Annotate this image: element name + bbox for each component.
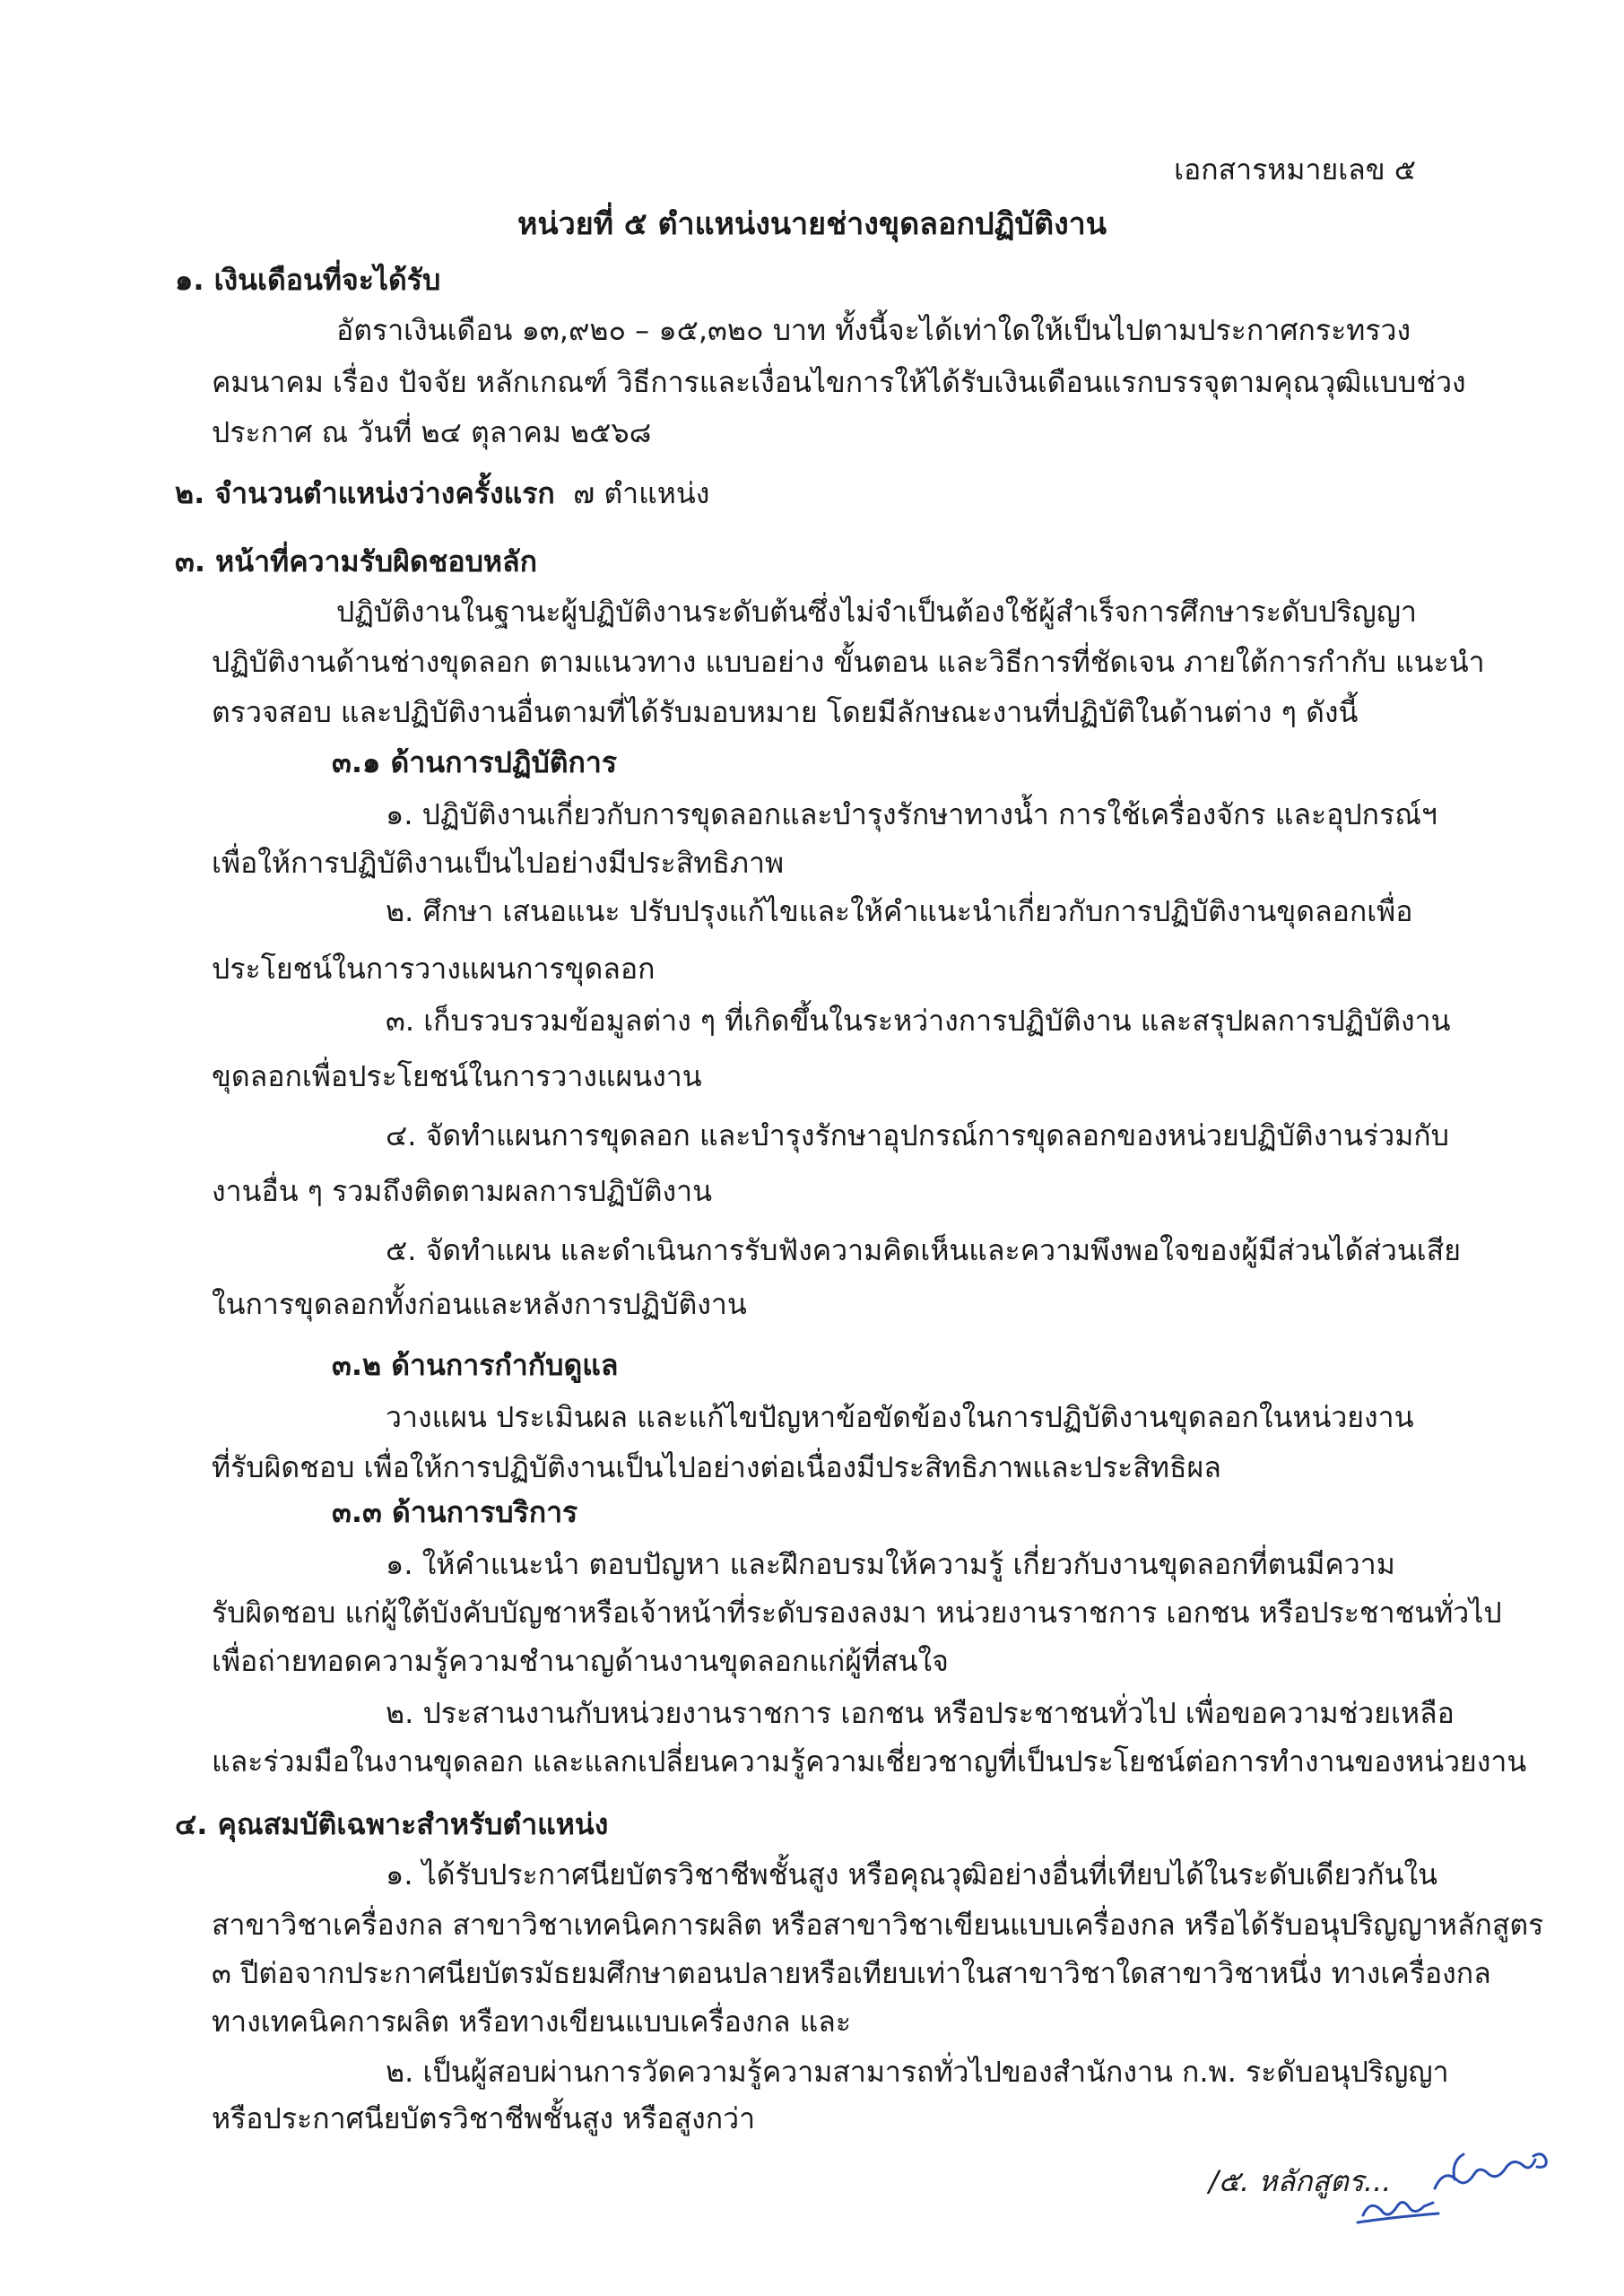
s1-line-2: คมนาคม เรื่อง ปัจจัย หลักเกณฑ์ วิธีการและเงื่อนไขการให้ได้รับเงินเดือนแรกบรรจุตามคุณวุฒิแบบช่วง: [212, 365, 1466, 399]
section-2: [175, 474, 709, 513]
s1-line-1: อัตราเงินเดือน ๑๓,๙๒๐ – ๑๕,๓๒๐ บาท ทั้งนี้จะได้เท่าใดให้เป็นไปตามประกาศกระทรวง: [336, 313, 1411, 347]
section-4-heading: ๔. คุณสมบัติเฉพาะสำหรับตำแหน่ง: [175, 1807, 609, 1841]
signature-stroke-2: [1358, 2213, 1438, 2222]
s3-3-line-3: เพื่อถ่ายทอดความรู้ความชำนาญด้านงานขุดลอกแก่ผู้ที่สนใจ: [212, 1644, 949, 1678]
s4-line-3: ๓ ปีต่อจากประกาศนียบัตรมัธยมศึกษาตอนปลายหรือเทียบเท่าในสาขาวิชาใดสาขาวิชาหนึ่ง ทางเครื่องกล: [212, 1956, 1491, 1990]
s3-1-line-5: ๓. เก็บรวบรวมข้อมูลต่าง ๆ ที่เกิดขึ้นในระหว่างการปฏิบัติงาน และสรุปผลการปฏิบัติงาน: [386, 1004, 1451, 1038]
s1-line-3: ประกาศ ณ วันที่ ๒๔ ตุลาคม ๒๕๖๘: [212, 415, 652, 449]
s4-line-2: สาขาวิชาเครื่องกล สาขาวิชาเทคนิคการผลิต หรือสาขาวิชาเขียนแบบเครื่องกล หรือได้รับอนุปริญญาหลักสูตร: [212, 1908, 1544, 1942]
s3-1-line-4: ประโยชน์ในการวางแผนการขุดลอก: [212, 952, 656, 986]
s3-intro-1: ปฏิบัติงานในฐานะผู้ปฏิบัติงานระดับต้นซึ่งไม่จำเป็นต้องใช้ผู้สำเร็จการศึกษาระดับปริญญา: [336, 595, 1417, 629]
document-number: เอกสารหมายเลข ๕: [1174, 152, 1416, 187]
page-title: หน่วยที่ ๕ ตำแหน่งนายช่างขุดลอกปฏิบัติงาน: [517, 206, 1107, 242]
signature-stroke-1: [1363, 2202, 1433, 2215]
s3-1-line-9: ๕. จัดทำแผน และดำเนินการรับฟังความคิดเห็นและความพึงพอใจของผู้มีส่วนได้ส่วนเสีย: [386, 1233, 1461, 1267]
s3-1-heading: ๓.๑ ด้านการปฏิบัติการ: [332, 745, 618, 779]
s3-2-line-2: ที่รับผิดชอบ เพื่อให้การปฏิบัติงานเป็นไปอย่างต่อเนื่องมีประสิทธิภาพและประสิทธิผล: [212, 1450, 1221, 1484]
section-1-heading: ๑. เงินเดือนที่จะได้รับ: [175, 263, 441, 297]
s3-3-line-4: ๒. ประสานงานกับหน่วยงานราชการ เอกชน หรือประชาชนทั่วไป เพื่อขอความช่วยเหลือ: [386, 1696, 1455, 1730]
s3-3-line-1: ๑. ให้คำแนะนำ ตอบปัญหา และฝึกอบรมให้ความรู้ เกี่ยวกับงานขุดลอกที่ตนมีความ: [386, 1547, 1395, 1581]
s3-1-line-3: ๒. ศึกษา เสนอแนะ ปรับปรุงแก้ไขและให้คำแนะนำเกี่ยวกับการปฏิบัติงานขุดลอกเพื่อ: [386, 894, 1413, 928]
s3-1-line-6: ขุดลอกเพื่อประโยชน์ในการวางแผนงาน: [212, 1059, 702, 1093]
section-2-value: ๗ ตำแหน่ง: [573, 476, 710, 510]
signature-stroke-4: [1454, 2154, 1463, 2179]
s4-line-4: ทางเทคนิคการผลิต หรือทางเขียนแบบเครื่องกล และ: [212, 2005, 852, 2039]
signature-stroke-3: [1435, 2160, 1535, 2188]
handwritten-signature: [1336, 2126, 1560, 2242]
s3-1-line-8: งานอื่น ๆ รวมถึงติดตามผลการปฏิบัติงาน: [212, 1174, 712, 1208]
s3-3-line-2: รับผิดชอบ แก่ผู้ใต้บังคับบัญชาหรือเจ้าหน้าที่ระดับรองลงมา หน่วยงานราชการ เอกชน หรือประชาชนทั่วไป: [212, 1596, 1502, 1630]
s3-1-line-7: ๔. จัดทำแผนการขุดลอก และบำรุงรักษาอุปกรณ์การขุดลอกของหน่วยปฏิบัติงานร่วมกับ: [386, 1118, 1449, 1152]
s4-line-6: หรือประกาศนียบัตรวิชาชีพชั้นสูง หรือสูงกว่า: [212, 2101, 756, 2135]
section-2-heading: ๒. จำนวนตำแหน่งว่างครั้งแรก: [175, 476, 555, 510]
s4-line-1: ๑. ได้รับประกาศนียบัตรวิชาชีพชั้นสูง หรือคุณวุฒิอย่างอื่นที่เทียบได้ในระดับเดียวกันใน: [386, 1857, 1438, 1892]
s3-2-heading: ๓.๒ ด้านการกำกับดูแล: [332, 1348, 619, 1382]
s3-intro-2: ปฏิบัติงานด้านช่างขุดลอก ตามแนวทาง แบบอย่าง ขั้นตอน และวิธีการที่ชัดเจน ภายใต้การกำกับ แนะนำ: [212, 645, 1485, 679]
s3-3-heading: ๓.๓ ด้านการบริการ: [332, 1495, 578, 1529]
continuation-note: /๕. หลักสูตร...: [1209, 2164, 1392, 2198]
s3-intro-3: ตรวจสอบ และปฏิบัติงานอื่นตามที่ได้รับมอบหมาย โดยมีลักษณะงานที่ปฏิบัติในด้านต่าง ๆ ดังนี้: [212, 695, 1359, 729]
section-3-heading: ๓. หน้าที่ความรับผิดชอบหลัก: [175, 544, 537, 578]
s3-3-line-5: และร่วมมือในงานขุดลอก และแลกเปลี่ยนความรู้ความเชี่ยวชาญที่เป็นประโยชน์ต่อการทำงานของหน่วยงาน: [212, 1744, 1527, 1779]
s4-line-5: ๒. เป็นผู้สอบผ่านการวัดความรู้ความสามารถทั่วไปของสำนักงาน ก.พ. ระดับอนุปริญญา: [386, 2055, 1449, 2089]
signature-strokes: [1358, 2154, 1546, 2222]
s3-1-line-1: ๑. ปฏิบัติงานเกี่ยวกับการขุดลอกและบำรุงรักษาทางน้ำ การใช้เครื่องจักร และอุปกรณ์ฯ: [386, 797, 1437, 831]
s3-2-line-1: วางแผน ประเมินผล และแก้ไขปัญหาข้อขัดข้องในการปฏิบัติงานขุดลอกในหน่วยงาน: [386, 1400, 1414, 1434]
s3-1-line-10: ในการขุดลอกทั้งก่อนและหลังการปฏิบัติงาน: [212, 1287, 747, 1321]
s3-1-line-2: เพื่อให้การปฏิบัติงานเป็นไปอย่างมีประสิทธิภาพ: [212, 846, 785, 880]
